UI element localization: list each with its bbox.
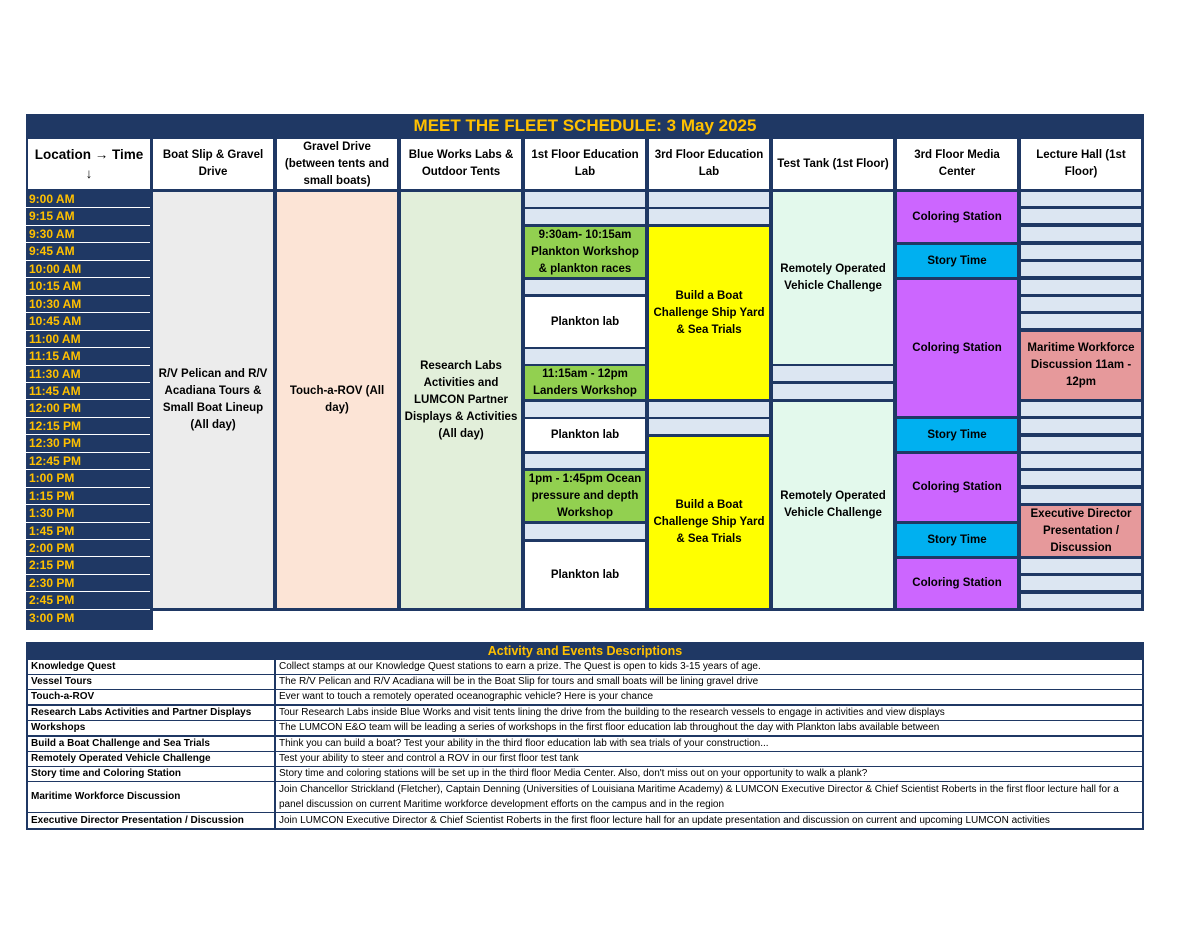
empty-slot bbox=[1021, 314, 1141, 328]
build-boat-cell: Build a Boat Challenge Ship Yard & Sea Trials bbox=[649, 437, 769, 608]
research-labs-cell: Research Labs Activities and LUMCON Partner Displays & Activities (All day) bbox=[401, 192, 521, 608]
time-label: 12:15 PM bbox=[29, 418, 82, 433]
empty-slot bbox=[525, 454, 645, 468]
empty-slot bbox=[1021, 489, 1141, 503]
empty-slot bbox=[1021, 437, 1141, 451]
empty-slot bbox=[1021, 227, 1141, 241]
empty-slot bbox=[1021, 594, 1141, 608]
time-label: 12:30 PM bbox=[29, 436, 82, 451]
plankton-lab-cell: Plankton lab bbox=[525, 419, 645, 451]
time-label: 9:30 AM bbox=[29, 226, 75, 241]
plankton-lab-cell: Plankton lab bbox=[525, 542, 645, 608]
rov-challenge-cell: Remotely Operated Vehicle Challenge bbox=[773, 192, 893, 364]
empty-slot bbox=[649, 419, 769, 434]
empty-slot bbox=[1021, 576, 1141, 590]
boat-tours-cell: R/V Pelican and R/V Acadiana Tours & Small Boat Lineup (All day) bbox=[153, 192, 273, 608]
time-label: 2:00 PM bbox=[29, 541, 75, 555]
empty-slot bbox=[649, 192, 769, 207]
rov-challenge-cell: Remotely Operated Vehicle Challenge bbox=[773, 402, 893, 608]
empty-slot bbox=[1021, 402, 1141, 416]
story-time-cell: Story Time bbox=[897, 419, 1017, 451]
description-text: Test your ability to steer and control a ROV in our first floor test tank bbox=[276, 752, 1142, 766]
empty-slot bbox=[1021, 245, 1141, 259]
time-label: 12:45 PM bbox=[29, 453, 82, 468]
table-bottom-gap bbox=[153, 611, 1144, 631]
empty-slot bbox=[1021, 262, 1141, 276]
build-boat-cell: Build a Boat Challenge Ship Yard & Sea Trials bbox=[649, 227, 769, 399]
descriptions-title: Activity and Events Descriptions bbox=[487, 644, 683, 658]
description-label: Touch-a-ROV bbox=[28, 690, 274, 704]
coloring-station-cell: Coloring Station bbox=[897, 280, 1017, 416]
description-text: Think you can build a boat? Test your ability in the third floor education lab with sea trials of your construction... bbox=[276, 737, 1142, 751]
description-text: Join LUMCON Executive Director & Chief Scientist Roberts in the first floor lecture hall for an update presentation and discussion on current and upcoming LUMCON activities bbox=[276, 813, 1142, 828]
story-time-cell: Story Time bbox=[897, 245, 1017, 277]
empty-slot bbox=[525, 209, 645, 224]
time-label: 11:15 AM bbox=[29, 349, 81, 364]
time-label: 9:45 AM bbox=[29, 244, 75, 259]
empty-slot bbox=[525, 402, 645, 417]
coloring-station-cell: Coloring Station bbox=[897, 559, 1017, 608]
empty-slot bbox=[1021, 209, 1141, 223]
empty-slot bbox=[1021, 471, 1141, 485]
empty-slot bbox=[1021, 454, 1141, 468]
description-label: Maritime Workforce Discussion bbox=[28, 782, 274, 812]
description-label: Research Labs Activities and Partner Displays bbox=[28, 706, 274, 720]
time-label: 3:00 PM bbox=[29, 610, 75, 625]
time-label: 1:45 PM bbox=[29, 523, 75, 538]
time-label: 11:30 AM bbox=[29, 366, 81, 381]
description-text: Collect stamps at our Knowledge Quest stations to earn a prize. The Quest is open to kids 3-15 years of age. bbox=[276, 660, 1142, 674]
empty-slot bbox=[525, 524, 645, 539]
empty-slot bbox=[525, 192, 645, 207]
empty-slot bbox=[1021, 192, 1141, 206]
empty-slot bbox=[1021, 297, 1141, 311]
coloring-station-cell: Coloring Station bbox=[897, 454, 1017, 521]
column-header: Lecture Hall (1st Floor) bbox=[1021, 139, 1141, 189]
description-label: Executive Director Presentation / Discussion bbox=[28, 813, 274, 828]
time-label: 2:30 PM bbox=[29, 575, 75, 590]
story-time-cell: Story Time bbox=[897, 524, 1017, 556]
empty-slot bbox=[525, 280, 645, 294]
empty-slot bbox=[1021, 280, 1141, 294]
empty-slot bbox=[773, 366, 893, 381]
coloring-station-cell: Coloring Station bbox=[897, 192, 1017, 242]
time-label: 11:00 AM bbox=[29, 331, 81, 346]
time-label: 1:30 PM bbox=[29, 506, 75, 521]
description-text: Ever want to touch a remotely operated oceanographic vehicle? Here is your chance bbox=[276, 690, 1142, 704]
plankton-workshop-cell: 9:30am- 10:15am Plankton Workshop & plankton races bbox=[525, 227, 645, 277]
column-header: Blue Works Labs & Outdoor Tents bbox=[401, 139, 521, 189]
time-label: 10:15 AM bbox=[29, 279, 82, 294]
time-label: 12:00 PM bbox=[29, 401, 82, 416]
description-label: Vessel Tours bbox=[28, 675, 274, 689]
description-label: Remotely Operated Vehicle Challenge bbox=[28, 752, 274, 766]
column-header: 3rd Floor Media Center bbox=[897, 139, 1017, 189]
time-label: 11:45 AM bbox=[29, 383, 81, 398]
schedule-title: MEET THE FLEET SCHEDULE: 3 May 2025 bbox=[413, 116, 757, 135]
description-label: Workshops bbox=[28, 721, 274, 735]
description-text: Story time and coloring stations will be set up in the third floor Media Center. Also, don't miss out on your opportunity to walk a plank? bbox=[276, 767, 1142, 781]
description-text: The R/V Pelican and R/V Acadiana will be in the Boat Slip for tours and small boats will be lining gravel drive bbox=[276, 675, 1142, 689]
description-text: Join Chancellor Strickland (Fletcher), Captain Denning (Universities of Louisiana Maritime Academy) & LUMCON Executive Director & Chief Scientist Roberts in the first floor lecture hall for a panel discussion on current Maritime workforce development efforts on the campus and in the region bbox=[276, 782, 1142, 812]
landers-workshop-cell: 11:15am - 12pm Landers Workshop bbox=[525, 366, 645, 399]
column-header: Test Tank (1st Floor) bbox=[773, 139, 893, 189]
description-label: Story time and Coloring Station bbox=[28, 767, 274, 781]
column-header: 3rd Floor Education Lab bbox=[649, 139, 769, 189]
empty-slot bbox=[649, 209, 769, 224]
exec-presentation-cell: Executive Director Presentation / Discussion bbox=[1021, 506, 1141, 556]
time-label: 10:30 AM bbox=[29, 296, 82, 311]
maritime-discussion-cell: Maritime Workforce Discussion 11am - 12pm bbox=[1021, 332, 1141, 399]
empty-slot bbox=[525, 349, 645, 364]
corner-header: Location → Time ↓ bbox=[28, 139, 150, 189]
column-header: Gravel Drive (between tents and small boats) bbox=[277, 139, 397, 189]
empty-slot bbox=[1021, 419, 1141, 433]
time-label: 9:15 AM bbox=[29, 209, 75, 224]
time-label: 10:45 AM bbox=[29, 314, 82, 329]
description-text: Tour Research Labs inside Blue Works and visit tents lining the drive from the building to the research vessels to engage in activities and view displays bbox=[276, 706, 1142, 720]
time-label: 1:15 PM bbox=[29, 488, 75, 503]
time-label: 10:00 AM bbox=[29, 261, 82, 276]
time-label: 9:00 AM bbox=[29, 192, 75, 206]
description-text: The LUMCON E&O team will be leading a series of workshops in the first floor education lab throughout the day with Plankton labs available between bbox=[276, 721, 1142, 735]
column-header: Boat Slip & Gravel Drive bbox=[153, 139, 273, 189]
empty-slot bbox=[649, 402, 769, 417]
plankton-lab-cell: Plankton lab bbox=[525, 297, 645, 347]
description-label: Build a Boat Challenge and Sea Trials bbox=[28, 737, 274, 751]
touch-a-rov-cell: Touch-a-ROV (All day) bbox=[277, 192, 397, 608]
empty-slot bbox=[1021, 559, 1141, 573]
empty-slot bbox=[773, 384, 893, 399]
description-label: Knowledge Quest bbox=[28, 660, 274, 674]
ocean-workshop-cell: 1pm - 1:45pm Ocean pressure and depth Workshop bbox=[525, 471, 645, 521]
time-label: 2:45 PM bbox=[29, 593, 75, 608]
column-header: 1st Floor Education Lab bbox=[525, 139, 645, 189]
time-label: 2:15 PM bbox=[29, 558, 75, 573]
time-label: 1:00 PM bbox=[29, 471, 75, 486]
